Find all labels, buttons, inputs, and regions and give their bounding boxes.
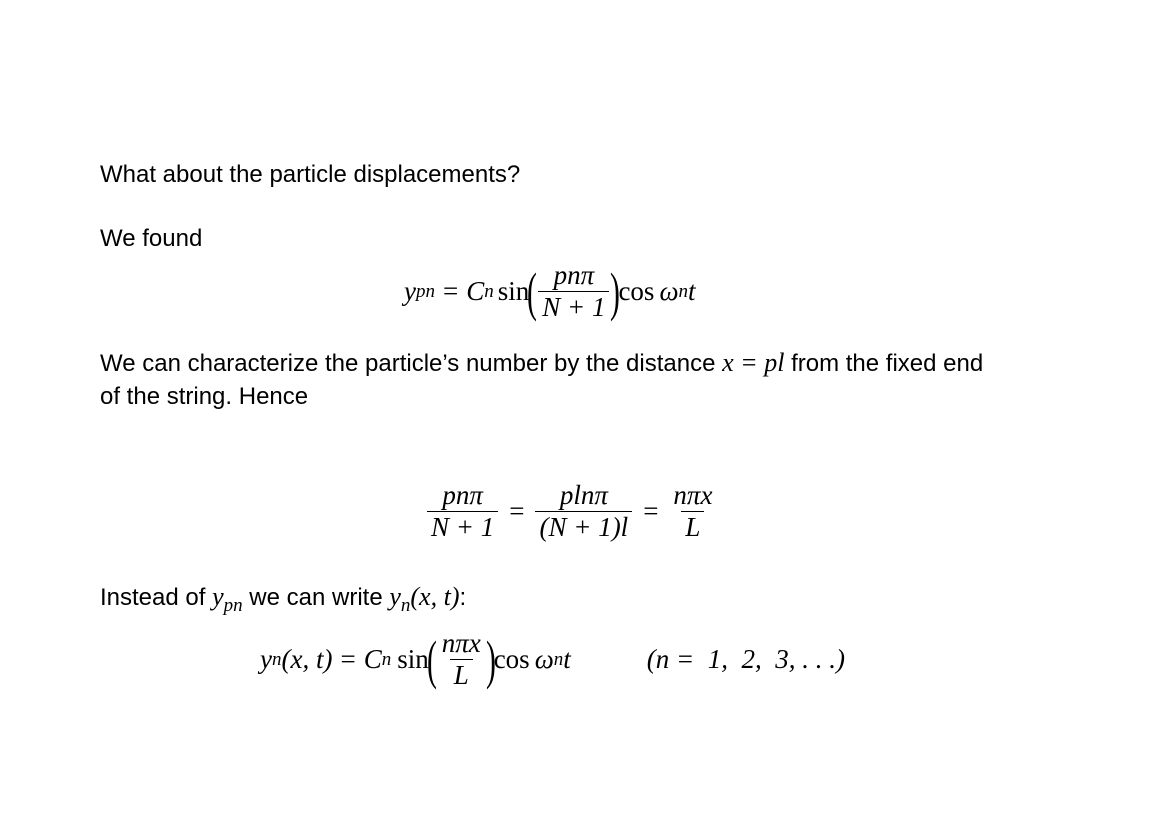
eq2-equals-1: = xyxy=(509,496,525,526)
eq2-fraction-1 xyxy=(427,482,498,541)
eq3-sin: sin xyxy=(397,644,429,674)
instead-y: y xyxy=(212,582,224,611)
eq3-condition: (n = 1, 2, 3, . . .) xyxy=(646,644,845,674)
eq3-numerator: nπx xyxy=(441,628,481,658)
eq2-f2-num: plnπ xyxy=(559,480,608,510)
eq3-fraction xyxy=(438,630,485,689)
para-part1: We can characterize the particle’s number by the distance xyxy=(100,350,723,377)
para-part2: from the fixed end xyxy=(784,350,984,377)
eq2-f3-den: L xyxy=(681,511,704,541)
eq1-y: y xyxy=(404,276,416,306)
eq2-f1-num: pnπ xyxy=(442,480,483,510)
eq3-rparen: ) xyxy=(485,629,496,690)
eq2-equals-2: = xyxy=(643,496,659,526)
eq1-equals: = xyxy=(442,276,459,306)
eq2-fraction-2 xyxy=(535,482,632,541)
eq2-f1-den: N + 1 xyxy=(427,511,498,541)
eq3-args: (x, t) xyxy=(281,644,333,674)
eq1-sin: sin xyxy=(497,276,530,306)
eq1-omega: ω xyxy=(659,276,679,306)
equation-yn-x-t: y n (x, t) = C n sin ( $\frac{\text{nπx}}{L}$ ) cos ω n t (n = 1, 2, 3, . . .) xyxy=(260,628,845,690)
eq1-fraction xyxy=(538,262,609,321)
equation-fractions xyxy=(424,482,719,541)
eq3-C: C xyxy=(363,644,382,674)
eq1-denominator: N + 1 xyxy=(538,291,609,321)
eq3-y: y xyxy=(260,644,272,674)
eq1-cos: cos xyxy=(618,276,655,306)
eq1-rparen: ) xyxy=(610,261,621,322)
eq1-lparen: ( xyxy=(527,261,538,322)
instead-part2: we can write xyxy=(242,584,390,611)
paragraph-line1 xyxy=(100,346,983,381)
eq1-t: t xyxy=(688,276,696,306)
instead-args: (x, t) xyxy=(410,582,460,611)
eq1-C: C xyxy=(466,276,485,306)
para-math: x = pl xyxy=(722,348,785,377)
equation-ypn: y pn = C n sin ( $\frac{\text{pnπ}}{N + 1}$ ) cos ω n t xyxy=(404,260,696,322)
we-found-text: We found xyxy=(100,225,203,252)
eq3-t: t xyxy=(563,644,571,674)
eq3-omega: ω xyxy=(534,644,554,674)
eq3-cos: cos xyxy=(493,644,530,674)
instead-yn: y xyxy=(389,582,401,611)
paragraph-line2: of the string. Hence xyxy=(100,383,309,410)
eq2-f2-den: (N + 1)l xyxy=(535,511,632,541)
instead-colon: : xyxy=(459,584,467,611)
instead-y-sub: pn xyxy=(223,595,243,616)
eq2-fraction-3 xyxy=(669,482,716,541)
eq1-numerator: pnπ xyxy=(553,260,595,290)
instead-yn-sub: n xyxy=(400,595,411,616)
eq3-equals: = xyxy=(340,644,356,674)
eq3-lparen: ( xyxy=(426,629,437,690)
instead-part1: Instead of xyxy=(100,584,213,611)
intro-text: What about the particle displacements? xyxy=(100,161,521,188)
eq2-f3-num: nπx xyxy=(673,480,713,510)
instead-line xyxy=(100,580,466,615)
eq3-denominator: L xyxy=(450,659,473,689)
